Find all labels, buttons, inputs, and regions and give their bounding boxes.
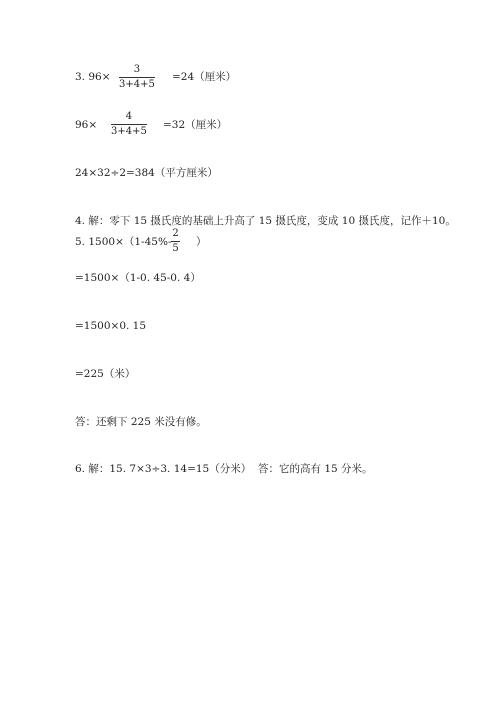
fraction-3-over-12 bbox=[119, 64, 155, 91]
fraction-4-over-12 bbox=[111, 111, 147, 138]
answer-5-step-2: =1500×（1-0. 45-0. 4） bbox=[75, 272, 201, 284]
fraction-denominator: 3+4+5 bbox=[119, 79, 155, 90]
answer-4: 4. 解：零下 15 摄氏度的基础上升高了 15 摄氏度，变成 10 摄氏度，记作＋10。 bbox=[75, 215, 456, 227]
answer-5-step-1-prefix: 5. 1500×（1-45%- bbox=[75, 236, 172, 248]
answer-5-step-1-suffix: ） bbox=[196, 236, 207, 248]
answer-3-step-1-suffix: =24（厘米） bbox=[172, 71, 237, 83]
answer-3-step-2-suffix: =32（厘米） bbox=[163, 119, 228, 131]
answer-3-step-3: 24×32÷2=384（平方厘米） bbox=[75, 167, 218, 179]
answer-3-step-1-prefix: 3. 96× bbox=[75, 71, 111, 83]
fraction-numerator: 3 bbox=[133, 64, 141, 75]
fraction-numerator: 2 bbox=[172, 228, 179, 239]
answer-6-conclusion: 答：它的高有 15 分米。 bbox=[258, 463, 373, 475]
fraction-denominator: 5 bbox=[172, 243, 179, 254]
fraction-denominator: 3+4+5 bbox=[111, 126, 147, 137]
fraction-2-over-5 bbox=[171, 228, 180, 255]
fraction-numerator: 4 bbox=[125, 111, 133, 122]
answer-5-conclusion: 答：还剩下 225 米没有修。 bbox=[75, 416, 207, 428]
answer-5-step-4: =225（米） bbox=[75, 368, 136, 380]
answer-3-step-2-prefix: 96× bbox=[75, 119, 98, 131]
answer-5-step-3: =1500×0. 15 bbox=[75, 320, 147, 332]
answer-6-solution: 6. 解：15. 7×3÷3. 14=15（分米） bbox=[75, 463, 252, 475]
